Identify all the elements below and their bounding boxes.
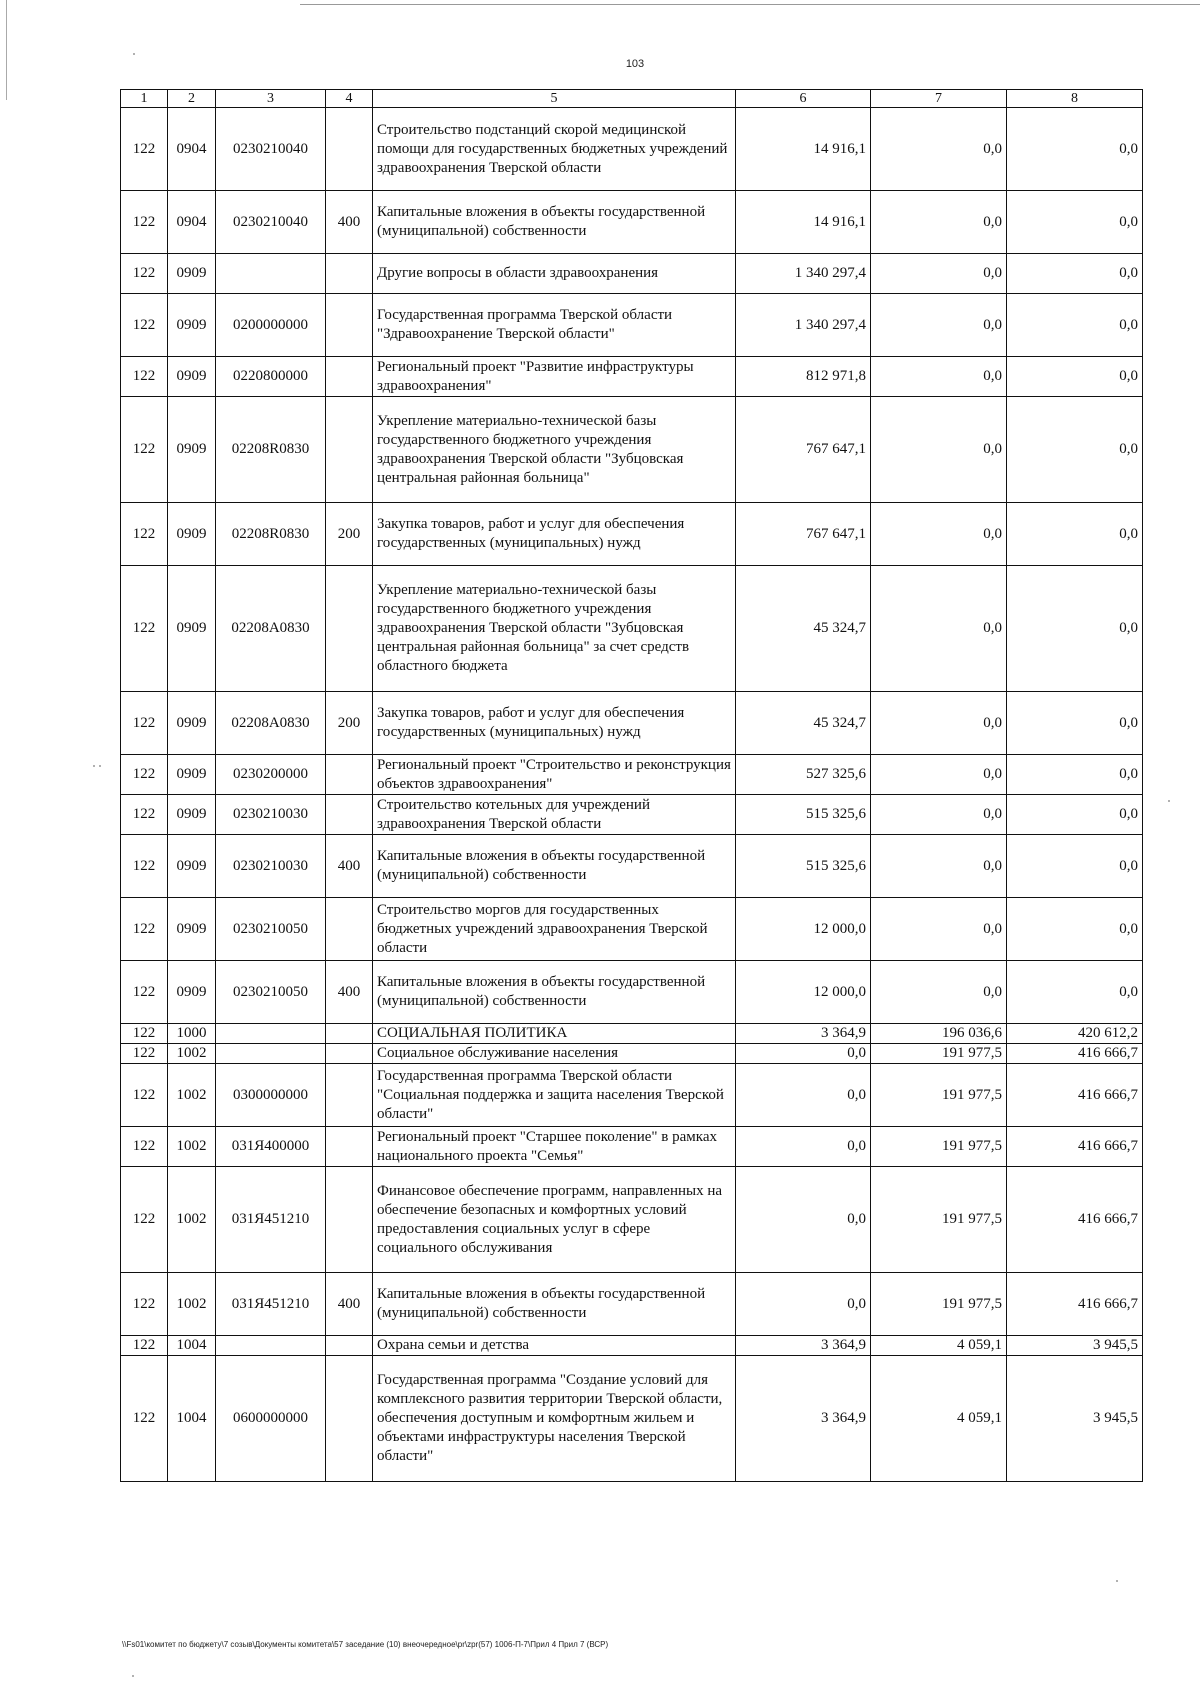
table-row <box>121 191 1143 254</box>
scan-speck <box>93 765 95 767</box>
expense-type-cell <box>326 1127 373 1167</box>
amount-cell: 0,0 <box>871 503 1007 566</box>
target-article-cell: 0230210040 <box>216 191 326 254</box>
amount-cell: 0,0 <box>1007 357 1143 397</box>
expense-type-cell <box>326 108 373 191</box>
description-cell: Строительство подстанций скорой медицинской помощи для государственных бюджетных учреждений здравоохранения Тверской области <box>373 108 736 191</box>
description-cell: Охрана семьи и детства <box>373 1336 736 1356</box>
amount-cell: 0,0 <box>736 1273 871 1336</box>
expense-type-cell <box>326 1064 373 1127</box>
amount-cell: 12 000,0 <box>736 898 871 961</box>
amount-cell: 416 666,7 <box>1007 1167 1143 1273</box>
amount-cell: 0,0 <box>871 692 1007 755</box>
code-cell: 122 <box>121 795 168 835</box>
description-cell: Государственная программа "Создание условий для комплексного развития территории Тверской области, обеспечения доступным и комфортным жильем и объектами инфраструктуры населения Тверской области" <box>373 1356 736 1482</box>
amount-cell: 515 325,6 <box>736 795 871 835</box>
amount-cell: 0,0 <box>871 835 1007 898</box>
code-cell: 122 <box>121 961 168 1024</box>
description-cell: Государственная программа Тверской области "Здравоохранение Тверской области" <box>373 294 736 357</box>
amount-cell: 0,0 <box>871 108 1007 191</box>
code-cell: 122 <box>121 898 168 961</box>
table-row <box>121 1024 1143 1044</box>
description-cell: Финансовое обеспечение программ, направленных на обеспечение безопасных и комфортных условий предоставления социальных услуг в сфере социального обслуживания <box>373 1167 736 1273</box>
table-row <box>121 835 1143 898</box>
expense-type-cell <box>326 1167 373 1273</box>
table-row <box>121 108 1143 191</box>
table-row <box>121 254 1143 294</box>
amount-cell: 1 340 297,4 <box>736 254 871 294</box>
amount-cell: 416 666,7 <box>1007 1044 1143 1064</box>
amount-cell: 0,0 <box>1007 108 1143 191</box>
table-row <box>121 795 1143 835</box>
description-cell: Государственная программа Тверской области "Социальная поддержка и защита населения Тверской области" <box>373 1064 736 1127</box>
amount-cell: 3 364,9 <box>736 1356 871 1482</box>
amount-cell: 420 612,2 <box>1007 1024 1143 1044</box>
description-cell: Закупка товаров, работ и услуг для обеспечения государственных (муниципальных) нужд <box>373 692 736 755</box>
target-article-cell: 02208R0830 <box>216 503 326 566</box>
section-code-cell: 0909 <box>168 357 216 397</box>
amount-cell: 0,0 <box>736 1044 871 1064</box>
expense-type-cell: 200 <box>326 503 373 566</box>
amount-cell: 45 324,7 <box>736 692 871 755</box>
description-cell: Капитальные вложения в объекты государственной (муниципальной) собственности <box>373 961 736 1024</box>
description-cell: Другие вопросы в области здравоохранения <box>373 254 736 294</box>
section-code-cell: 0909 <box>168 566 216 692</box>
amount-cell: 14 916,1 <box>736 108 871 191</box>
section-code-cell: 1002 <box>168 1064 216 1127</box>
header-cell: 2 <box>168 90 216 108</box>
table-row <box>121 755 1143 795</box>
code-cell: 122 <box>121 1273 168 1336</box>
amount-cell: 191 977,5 <box>871 1064 1007 1127</box>
table-row <box>121 1167 1143 1273</box>
header-cell: 7 <box>871 90 1007 108</box>
expense-type-cell <box>326 1336 373 1356</box>
target-article-cell <box>216 1024 326 1044</box>
expense-type-cell <box>326 1356 373 1482</box>
description-cell: Капитальные вложения в объекты государственной (муниципальной) собственности <box>373 835 736 898</box>
target-article-cell <box>216 1044 326 1064</box>
table-row <box>121 1127 1143 1167</box>
amount-cell: 191 977,5 <box>871 1167 1007 1273</box>
amount-cell: 767 647,1 <box>736 503 871 566</box>
table-row <box>121 1273 1143 1336</box>
description-cell: Капитальные вложения в объекты государственной (муниципальной) собственности <box>373 191 736 254</box>
file-path-footer: \\Fs01\комитет по бюджету\7 созыв\Документы комитета\57 заседание (10) внеочередное\pr\zpr(57) 1006-П-7\Прил 4 Прил 7 (ВСР) <box>122 1640 609 1649</box>
code-cell: 122 <box>121 1024 168 1044</box>
amount-cell: 527 325,6 <box>736 755 871 795</box>
section-code-cell: 0909 <box>168 692 216 755</box>
code-cell: 122 <box>121 1127 168 1167</box>
header-cell: 3 <box>216 90 326 108</box>
expense-type-cell: 400 <box>326 961 373 1024</box>
amount-cell: 0,0 <box>871 357 1007 397</box>
expense-type-cell <box>326 397 373 503</box>
expense-type-cell: 400 <box>326 1273 373 1336</box>
amount-cell: 0,0 <box>1007 835 1143 898</box>
amount-cell: 3 945,5 <box>1007 1356 1143 1482</box>
expense-type-cell <box>326 1044 373 1064</box>
code-cell: 122 <box>121 1064 168 1127</box>
description-cell: Укрепление материально-технической базы государственного бюджетного учреждения здравоохранения Тверской области "Зубцовская центральная районная больница" <box>373 397 736 503</box>
code-cell: 122 <box>121 1356 168 1482</box>
target-article-cell: 031Я451210 <box>216 1167 326 1273</box>
expense-type-cell: 400 <box>326 835 373 898</box>
amount-cell: 14 916,1 <box>736 191 871 254</box>
scan-edge-line <box>6 0 7 100</box>
amount-cell: 0,0 <box>871 898 1007 961</box>
section-code-cell: 1002 <box>168 1273 216 1336</box>
column-number-row <box>121 90 1143 108</box>
amount-cell: 416 666,7 <box>1007 1273 1143 1336</box>
budget-table <box>120 89 1143 1482</box>
target-article-cell: 0300000000 <box>216 1064 326 1127</box>
amount-cell: 3 364,9 <box>736 1336 871 1356</box>
scan-speck <box>1168 800 1170 802</box>
amount-cell: 0,0 <box>736 1127 871 1167</box>
target-article-cell: 0230200000 <box>216 755 326 795</box>
amount-cell: 0,0 <box>1007 566 1143 692</box>
section-code-cell: 0909 <box>168 397 216 503</box>
section-code-cell: 0904 <box>168 191 216 254</box>
table-row <box>121 357 1143 397</box>
section-code-cell: 0909 <box>168 795 216 835</box>
description-cell: Региональный проект "Строительство и реконструкция объектов здравоохранения" <box>373 755 736 795</box>
section-code-cell: 0904 <box>168 108 216 191</box>
code-cell: 122 <box>121 1336 168 1356</box>
section-code-cell: 1002 <box>168 1167 216 1273</box>
scan-speck <box>132 1675 134 1677</box>
header-cell: 1 <box>121 90 168 108</box>
code-cell: 122 <box>121 835 168 898</box>
amount-cell: 0,0 <box>1007 755 1143 795</box>
amount-cell: 0,0 <box>1007 397 1143 503</box>
expense-type-cell: 400 <box>326 191 373 254</box>
section-code-cell: 0909 <box>168 961 216 1024</box>
amount-cell: 0,0 <box>871 961 1007 1024</box>
target-article-cell: 0230210040 <box>216 108 326 191</box>
amount-cell: 812 971,8 <box>736 357 871 397</box>
amount-cell: 416 666,7 <box>1007 1064 1143 1127</box>
target-article-cell <box>216 1336 326 1356</box>
amount-cell: 0,0 <box>871 294 1007 357</box>
amount-cell: 0,0 <box>1007 692 1143 755</box>
target-article-cell: 0230210050 <box>216 898 326 961</box>
expense-type-cell <box>326 755 373 795</box>
amount-cell: 45 324,7 <box>736 566 871 692</box>
target-article-cell: 02208A0830 <box>216 692 326 755</box>
target-article-cell <box>216 254 326 294</box>
description-cell: Региональный проект "Развитие инфраструктуры здравоохранения" <box>373 357 736 397</box>
code-cell: 122 <box>121 692 168 755</box>
expense-type-cell <box>326 1024 373 1044</box>
expense-type-cell <box>326 357 373 397</box>
header-cell: 4 <box>326 90 373 108</box>
table-row <box>121 692 1143 755</box>
description-cell: Строительство котельных для учреждений здравоохранения Тверской области <box>373 795 736 835</box>
amount-cell: 0,0 <box>1007 898 1143 961</box>
table-row <box>121 1044 1143 1064</box>
table-row <box>121 397 1143 503</box>
scan-edge-line <box>300 4 1200 5</box>
amount-cell: 0,0 <box>871 755 1007 795</box>
section-code-cell: 1004 <box>168 1356 216 1482</box>
target-article-cell: 0220800000 <box>216 357 326 397</box>
amount-cell: 0,0 <box>871 191 1007 254</box>
amount-cell: 0,0 <box>1007 961 1143 1024</box>
description-cell: Укрепление материально-технической базы государственного бюджетного учреждения здравоохранения Тверской области "Зубцовская центральная районная больница" за счет средств областного бюджета <box>373 566 736 692</box>
header-cell: 5 <box>373 90 736 108</box>
code-cell: 122 <box>121 397 168 503</box>
table-row <box>121 294 1143 357</box>
description-cell: Социальное обслуживание населения <box>373 1044 736 1064</box>
amount-cell: 0,0 <box>736 1167 871 1273</box>
section-code-cell: 0909 <box>168 835 216 898</box>
target-article-cell: 02208A0830 <box>216 566 326 692</box>
target-article-cell: 0230210030 <box>216 795 326 835</box>
section-code-cell: 0909 <box>168 254 216 294</box>
expense-type-cell <box>326 254 373 294</box>
expense-type-cell: 200 <box>326 692 373 755</box>
table-row <box>121 566 1143 692</box>
target-article-cell: 0230210030 <box>216 835 326 898</box>
header-cell: 6 <box>736 90 871 108</box>
code-cell: 122 <box>121 108 168 191</box>
scan-speck <box>1116 1580 1118 1582</box>
code-cell: 122 <box>121 294 168 357</box>
amount-cell: 3 364,9 <box>736 1024 871 1044</box>
section-code-cell: 0909 <box>168 294 216 357</box>
target-article-cell: 0600000000 <box>216 1356 326 1482</box>
expense-type-cell <box>326 566 373 692</box>
amount-cell: 0,0 <box>1007 795 1143 835</box>
target-article-cell: 031Я400000 <box>216 1127 326 1167</box>
description-cell: Капитальные вложения в объекты государственной (муниципальной) собственности <box>373 1273 736 1336</box>
amount-cell: 0,0 <box>736 1064 871 1127</box>
target-article-cell: 031Я451210 <box>216 1273 326 1336</box>
target-article-cell: 0200000000 <box>216 294 326 357</box>
table-row <box>121 1356 1143 1482</box>
code-cell: 122 <box>121 357 168 397</box>
amount-cell: 191 977,5 <box>871 1127 1007 1167</box>
amount-cell: 0,0 <box>1007 191 1143 254</box>
amount-cell: 0,0 <box>871 566 1007 692</box>
code-cell: 122 <box>121 1167 168 1273</box>
table-row <box>121 503 1143 566</box>
amount-cell: 515 325,6 <box>736 835 871 898</box>
amount-cell: 0,0 <box>1007 294 1143 357</box>
table-row <box>121 1064 1143 1127</box>
section-code-cell: 0909 <box>168 755 216 795</box>
table-row <box>121 1336 1143 1356</box>
section-code-cell: 1004 <box>168 1336 216 1356</box>
code-cell: 122 <box>121 755 168 795</box>
amount-cell: 191 977,5 <box>871 1273 1007 1336</box>
scan-speck <box>133 53 135 55</box>
section-code-cell: 0909 <box>168 898 216 961</box>
section-code-cell: 1000 <box>168 1024 216 1044</box>
table-row <box>121 898 1143 961</box>
section-code-cell: 0909 <box>168 503 216 566</box>
amount-cell: 0,0 <box>1007 254 1143 294</box>
amount-cell: 416 666,7 <box>1007 1127 1143 1167</box>
expense-type-cell <box>326 795 373 835</box>
amount-cell: 767 647,1 <box>736 397 871 503</box>
amount-cell: 191 977,5 <box>871 1044 1007 1064</box>
expense-type-cell <box>326 294 373 357</box>
amount-cell: 196 036,6 <box>871 1024 1007 1044</box>
code-cell: 122 <box>121 503 168 566</box>
code-cell: 122 <box>121 566 168 692</box>
code-cell: 122 <box>121 254 168 294</box>
target-article-cell: 0230210050 <box>216 961 326 1024</box>
header-cell: 8 <box>1007 90 1143 108</box>
amount-cell: 3 945,5 <box>1007 1336 1143 1356</box>
expense-type-cell <box>326 898 373 961</box>
amount-cell: 12 000,0 <box>736 961 871 1024</box>
description-cell: СОЦИАЛЬНАЯ ПОЛИТИКА <box>373 1024 736 1044</box>
scan-speck <box>99 765 101 767</box>
section-code-cell: 1002 <box>168 1044 216 1064</box>
table-row <box>121 961 1143 1024</box>
description-cell: Строительство моргов для государственных бюджетных учреждений здравоохранения Тверской области <box>373 898 736 961</box>
page-number: 103 <box>625 58 645 70</box>
amount-cell: 4 059,1 <box>871 1336 1007 1356</box>
amount-cell: 0,0 <box>1007 503 1143 566</box>
amount-cell: 0,0 <box>871 397 1007 503</box>
amount-cell: 4 059,1 <box>871 1356 1007 1482</box>
section-code-cell: 1002 <box>168 1127 216 1167</box>
description-cell: Закупка товаров, работ и услуг для обеспечения государственных (муниципальных) нужд <box>373 503 736 566</box>
amount-cell: 1 340 297,4 <box>736 294 871 357</box>
amount-cell: 0,0 <box>871 795 1007 835</box>
description-cell: Региональный проект "Старшее поколение" в рамках национального проекта "Семья" <box>373 1127 736 1167</box>
amount-cell: 0,0 <box>871 254 1007 294</box>
target-article-cell: 02208R0830 <box>216 397 326 503</box>
code-cell: 122 <box>121 1044 168 1064</box>
code-cell: 122 <box>121 191 168 254</box>
